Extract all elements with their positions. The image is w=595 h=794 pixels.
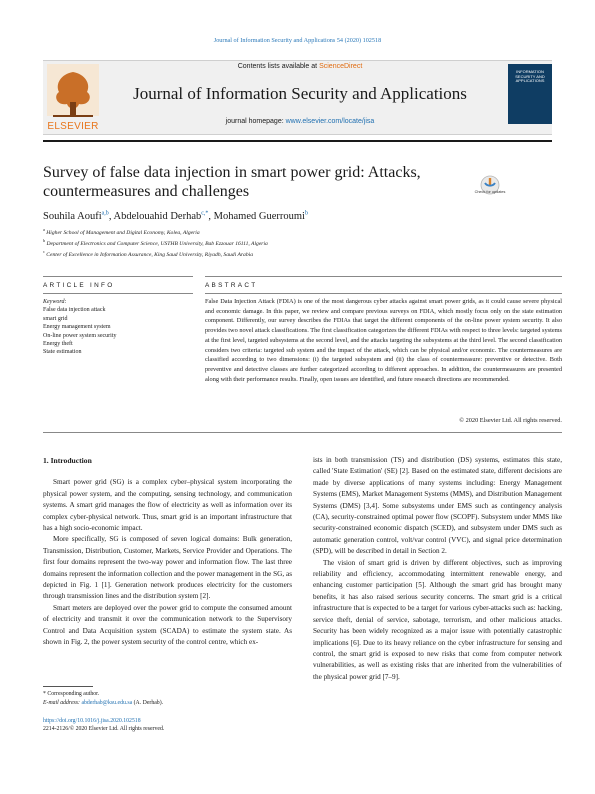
cover-title: INFORMATION SECURITY AND APPLICATIONS xyxy=(515,69,545,84)
abstract-top-rule xyxy=(205,276,562,277)
check-for-updates-label: Check for updates xyxy=(474,190,506,194)
journal-reference[interactable]: Journal of Information Security and Applications 54 (2020) 102518 xyxy=(213,37,382,44)
author[interactable]: Mohamed Guerroumi$^b$ xyxy=(213,210,308,222)
journal-title: Journal of Information Security and Applications xyxy=(133,84,467,103)
abstract-heading: ABSTRACT xyxy=(205,282,258,289)
sciencedirect-link[interactable]: ScienceDirect xyxy=(319,63,363,70)
body-paragraph: The vision of smart grid is driven by different objectives, such as improving reliability and efficiency, accommodating intermittent renewable energy, and enhancing customer participation [5]. Although the smart grid has brought many benefits, it has also raised serious security concerns. The smart grid is a critical infrastructure that is expected to be a target for various cyber-attacks such as: hacking, service theft, denial of service, sabotage, terrorism, and other malicious attacks. Security has been widely recognized as a major issue with potentially catastrophic implications [6]. Due to its heavy reliance on the cyber infrastructure for sensing and control, the smart grid is exposed to new risks that come from computer network vulnerabilities, as well as existing risks that are inherited from the vulnerabilities of the physical power grid [7–9]. xyxy=(313,558,562,681)
article-info-rule xyxy=(43,293,193,294)
author-list xyxy=(43,210,552,222)
body-right-column xyxy=(313,455,562,683)
header-divider xyxy=(43,140,552,142)
corresponding-author-note: * Corresponding author. xyxy=(43,691,100,697)
issn-line: 2214-2126/© 2020 Elsevier Ltd. All rights reserved. xyxy=(43,726,165,733)
abstract-bottom-rule xyxy=(43,432,562,433)
author-affiliation-mark[interactable]: c,* xyxy=(201,210,209,216)
abstract-rule xyxy=(205,293,562,294)
body-paragraph: Smart meters are deployed over the power grid to compute the consumed amount of electricity and transmit it over the communication network to the Supervisory Control and Data Acquisition system (SCADA) to estimate the system state. As shown in Fig. 2, the power system security of the control centre, which ex- xyxy=(43,603,292,647)
keyword-list xyxy=(43,298,193,357)
keyword-item: smart grid xyxy=(43,315,68,322)
author[interactable]: Souhila Aoufi$^{a,b}$, xyxy=(43,210,112,222)
article-info-heading: ARTICLE INFO xyxy=(43,282,115,289)
author[interactable]: Abdelouahid Derhab$^{c,*}$, xyxy=(113,210,212,222)
copyright-line: © 2020 Elsevier Ltd. All rights reserved. xyxy=(459,417,562,424)
body-left-column xyxy=(43,455,292,649)
keyword-item: On-line power system security xyxy=(43,332,117,339)
contents-line xyxy=(110,63,490,70)
email-note: E-mail address: abderhab@ksu.edu.sa (A. Derhab). xyxy=(43,699,164,706)
keywords-label: Keyword: xyxy=(43,299,67,305)
homepage-link[interactable]: www.elsevier.com/locate/jisa xyxy=(285,118,375,125)
journal-cover-image xyxy=(508,64,552,124)
keyword-item: Energy theft xyxy=(43,341,73,348)
article-title: Survey of false data injection in smart power grid: Attacks, countermeasures and challenges xyxy=(43,164,421,200)
publisher-logo-text: ELSEVIER xyxy=(47,121,99,132)
keyword-item: False data injection attack xyxy=(43,307,106,314)
contents-prefix: Contents lists available at xyxy=(237,63,318,70)
keyword-item: State estimation xyxy=(43,349,82,356)
journal-homepage-line xyxy=(110,118,490,125)
footnote-rule xyxy=(43,686,93,687)
affiliation-item: $^b$ Department of Electronics and Computer Science, USTHB University, Bab Ezzouar 16111, Algeria xyxy=(43,238,268,247)
affiliation-item: $^a$ Higher School of Management and Digital Economy, Kolea, Algeria xyxy=(43,227,200,236)
author-affiliation-mark[interactable]: b xyxy=(304,210,308,216)
footnote xyxy=(43,690,293,708)
email-link[interactable]: abderhab@ksu.edu.sa xyxy=(81,699,133,706)
body-paragraph: More specifically, SG is composed of seven logical domains: Bulk generation, Transmission, Distribution, Customer, Markets, Service Provider and Operations. The first four domains represent the two-way power and information flow. The last three domains represent the information collection and the power management in the SG, as depicted in Fig. 1 [1]. Generation network produces electricity for the customers through transmission lines and the distribution system [2]. xyxy=(43,535,292,601)
affiliation-item: $^c$ Center of Excellence in Information Assurance, King Saud University, Riyadh, Saudi Arabia xyxy=(43,249,253,258)
doi-link[interactable]: https://doi.org/10.1016/j.jisa.2020.102518 xyxy=(43,718,141,724)
article-info-top-rule xyxy=(43,276,193,277)
check-for-updates-icon[interactable] xyxy=(478,170,502,200)
doi-block xyxy=(43,717,343,734)
affiliations xyxy=(43,226,552,259)
body-paragraph: Smart power grid (SG) is a complex cyber–physical system incorporating the physical power system, and the computing, sensing technology, and communication systems. A smart grid manages the flow of electricity as well as information over its complex cyber-physical network. Thus, smart grid is an important infrastructure that has a high socio-economic impact. xyxy=(43,478,292,533)
homepage-prefix: journal homepage: xyxy=(225,118,284,125)
abstract-text: False Data Injection Attack (FDIA) is one of the most dangerous cyber attacks against smart power grids, as it could cause severe physical and economic damage. In this paper, we review and compare previous surveys on FDIA, which mostly focus only on the state estimation component. Differently, our survey describes the FDIAs that target the different components of the on-line power system security. It also provides two novel attack classifications. The first classification categorizes the different FDIAs with respect to three levels: targeted systems at the first level, targeted subsystems at the second level, and the attacks targeting the subsystems at the third level. The second classification considers two criteria: targeted sub system and the impact of the attack, which can be physical and/or economic. The countermeasures are classified according to two dimensions: (i) the targeted subsystem and (ii) the class of countermeasure: preventive or detective. Both preventive and detective classes are further categorized according to different approaches. In addition, the countermeasures are presented along with their performance results. Finally, open issues are identified, and future research directions are recommended. xyxy=(205,298,562,383)
author-affiliation-mark[interactable]: a,b xyxy=(101,210,109,216)
section-heading: 1. Introduction xyxy=(43,456,92,465)
keyword-item: Energy management system xyxy=(43,324,111,331)
body-paragraph: ists in both transmission (TS) and distribution (DS) systems, estimates this state, called 'State Estimation' (SE) [2]. Based on the estimated state, different decisions are made by diverse applications of many systems including: Energy Management Systems (EMS), Market Management Systems (MMS), and Distribution Management Systems (DMS) [3,4]. Some subsystems under EMS such as contingency analysis (CA), security-constrained optimal power flow (SCOPF). Subsystem under MMS like security-constrained economic dispatch (SCED), and subsystem under DMS such as automatic generation control, volt/var control (VVC), and signal price determination (SPD), will be described in detail in Section 2. xyxy=(313,456,562,556)
